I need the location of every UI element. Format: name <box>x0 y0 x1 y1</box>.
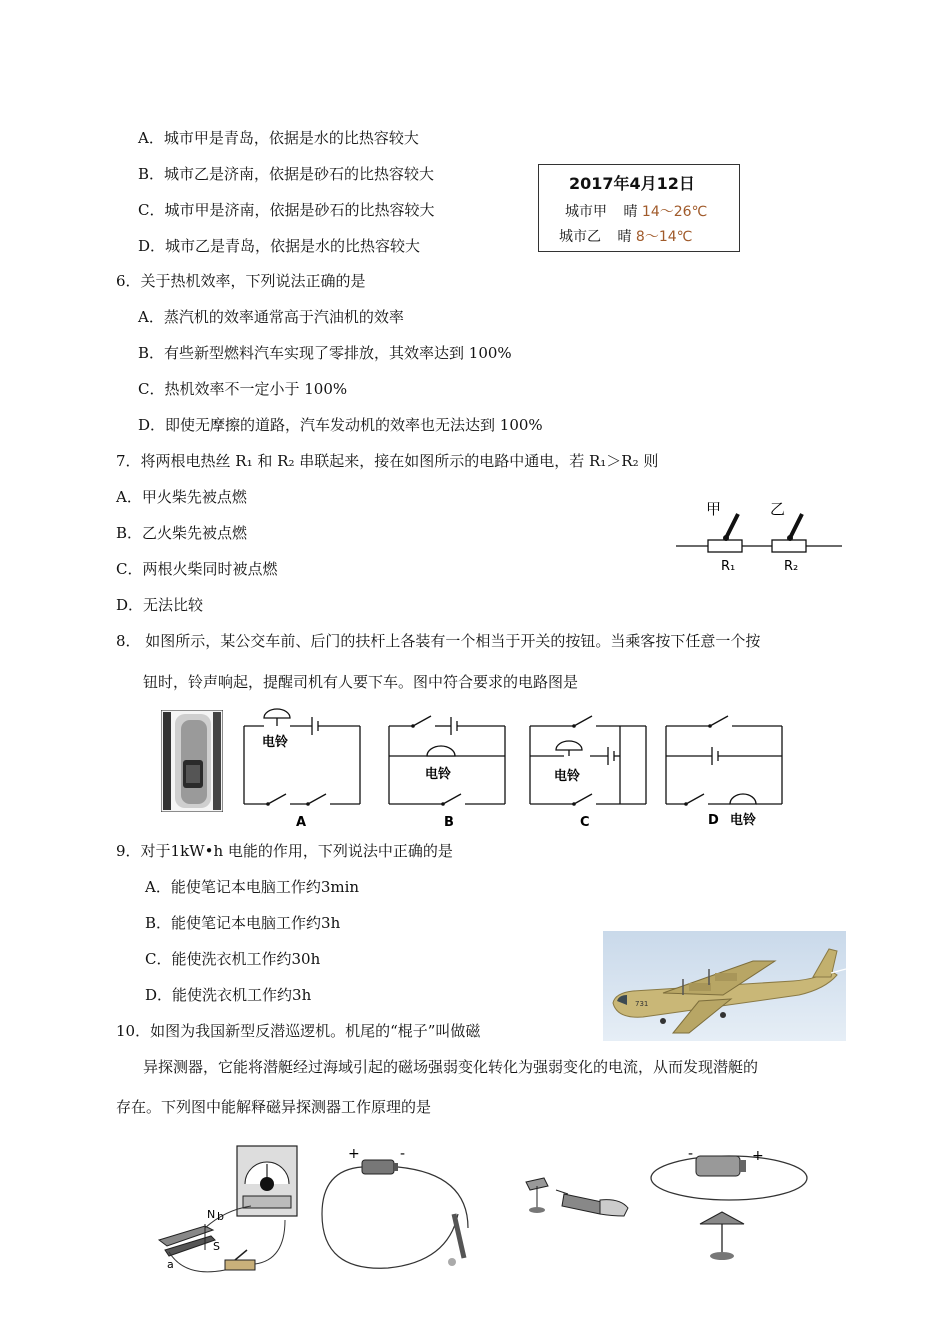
q5-option-b: B．城市乙是济南，依据是砂石的比热容较大 <box>138 165 435 183</box>
q10-fig-galvanometer <box>155 1140 305 1280</box>
q10-fig-magnet-needle <box>520 1172 632 1224</box>
bell-label: 电铃 <box>730 813 757 828</box>
q9-option-b: B．能使笔记本电脑工作约3h <box>145 914 341 932</box>
bell-icon <box>427 746 455 756</box>
weather-temp-1: 14～26℃ <box>641 204 708 220</box>
resistor-r2 <box>772 540 806 552</box>
weather-cond-1: 晴 <box>623 204 638 220</box>
q6-option-a: A．蒸汽机的效率通常高于汽油机的效率 <box>138 308 404 326</box>
q10-stem-line-3: 存在。下列图中能解释磁异探测器工作原理的是 <box>116 1098 432 1116</box>
plane-number: 731 <box>635 1000 649 1008</box>
weather-date: 2017年4月12日 <box>569 174 695 193</box>
q5-option-d: D．城市乙是青岛，依据是水的比热容较大 <box>138 237 421 255</box>
bell-label: 电铃 <box>425 767 452 782</box>
q7-resistor-figure <box>676 496 842 576</box>
weather-temp-2: 8～14℃ <box>635 229 693 245</box>
circuit-label-a: A <box>296 815 307 830</box>
q5-option-c: C．城市甲是济南，依据是砂石的比热容较大 <box>138 201 435 219</box>
label-s: S <box>213 1240 220 1253</box>
label-jia: 甲 <box>706 500 722 518</box>
q8-circuit-b <box>383 710 509 830</box>
weather-city-1: 城市甲 <box>565 204 607 220</box>
q8-circuit-a <box>238 708 364 830</box>
q7-option-c: C．两根火柴同时被点燃 <box>116 560 278 578</box>
circuit-label-b: B <box>444 815 454 830</box>
q6-stem: 6．关于热机效率，下列说法正确的是 <box>116 272 366 290</box>
label-n: N <box>207 1208 216 1221</box>
label-plus: + <box>752 1148 764 1164</box>
label-plus: + <box>348 1146 360 1162</box>
q10-fig-battery-wire <box>318 1144 486 1278</box>
bell-label: 电铃 <box>554 769 581 784</box>
q9-option-c: C．能使洗衣机工作约30h <box>145 950 321 968</box>
bell-icon <box>730 794 756 804</box>
q9-stem: 9．对于1kW•h 电能的作用，下列说法中正确的是 <box>116 842 453 860</box>
q8-stem-line-1: 8． 如图所示，某公交车前、后门的扶杆上各装有一个相当于开关的按钮。当乘客按下任意一个按 <box>116 632 761 650</box>
q5-option-a: A．城市甲是青岛，依据是水的比热容较大 <box>138 129 419 147</box>
weather-cond-2: 晴 <box>617 229 632 245</box>
q7-option-d: D．无法比较 <box>116 596 204 614</box>
resistor-r1 <box>708 540 742 552</box>
q7-option-b: B．乙火柴先被点燃 <box>116 524 248 542</box>
q9-option-a: A．能使笔记本电脑工作约3min <box>145 878 360 896</box>
weather-row-2 <box>559 226 692 246</box>
weather-row-1 <box>565 201 707 221</box>
label-r2: R₂ <box>784 559 799 574</box>
label-minus: - <box>400 1146 406 1162</box>
label-a: a <box>167 1258 174 1271</box>
q6-option-c: C．热机效率不一定小于 100% <box>138 380 348 398</box>
q8-circuit-c <box>524 710 650 830</box>
patrol-plane-photo <box>603 931 846 1041</box>
q6-option-b: B．有些新型燃料汽车实现了零排放，其效率达到 100% <box>138 344 512 362</box>
circuit-label-c: C <box>580 815 590 830</box>
q7-stem: 7．将两根电热丝 R₁ 和 R₂ 串联起来，接在如图所示的电路中通电，若 R₁＞R₂ 则 <box>116 452 659 470</box>
q8-circuit-d <box>660 710 786 830</box>
q6-option-d: D．即使无摩擦的道路，汽车发动机的效率也无法达到 100% <box>138 416 543 434</box>
circuit-label-d: D <box>708 813 719 828</box>
label-yi: 乙 <box>770 500 786 518</box>
q10-stem-line-2: 异探测器，它能将潜艇经过海域引起的磁场强弱变化转化为强弱变化的电流，从而发现潜艇的 <box>143 1058 759 1076</box>
bell-icon <box>556 741 582 750</box>
q9-option-d: D．能使洗衣机工作约3h <box>145 986 312 1004</box>
bell-icon <box>264 709 290 718</box>
q7-option-a: A．甲火柴先被点燃 <box>116 488 247 506</box>
q10-fig-battery-loop <box>648 1148 810 1266</box>
q8-stem-line-2: 钮时，铃声响起，提醒司机有人要下车。图中符合要求的电路图是 <box>143 673 579 691</box>
bell-label: 电铃 <box>262 735 289 750</box>
bus-button-photo <box>161 710 223 812</box>
weather-city-2: 城市乙 <box>559 229 601 245</box>
weather-box <box>538 164 740 252</box>
label-r1: R₁ <box>721 559 736 574</box>
q10-stem-line-1: 10．如图为我国新型反潜巡逻机。机尾的“棍子”叫做磁 <box>116 1022 481 1040</box>
label-minus: - <box>688 1148 694 1162</box>
label-b: b <box>217 1210 224 1223</box>
